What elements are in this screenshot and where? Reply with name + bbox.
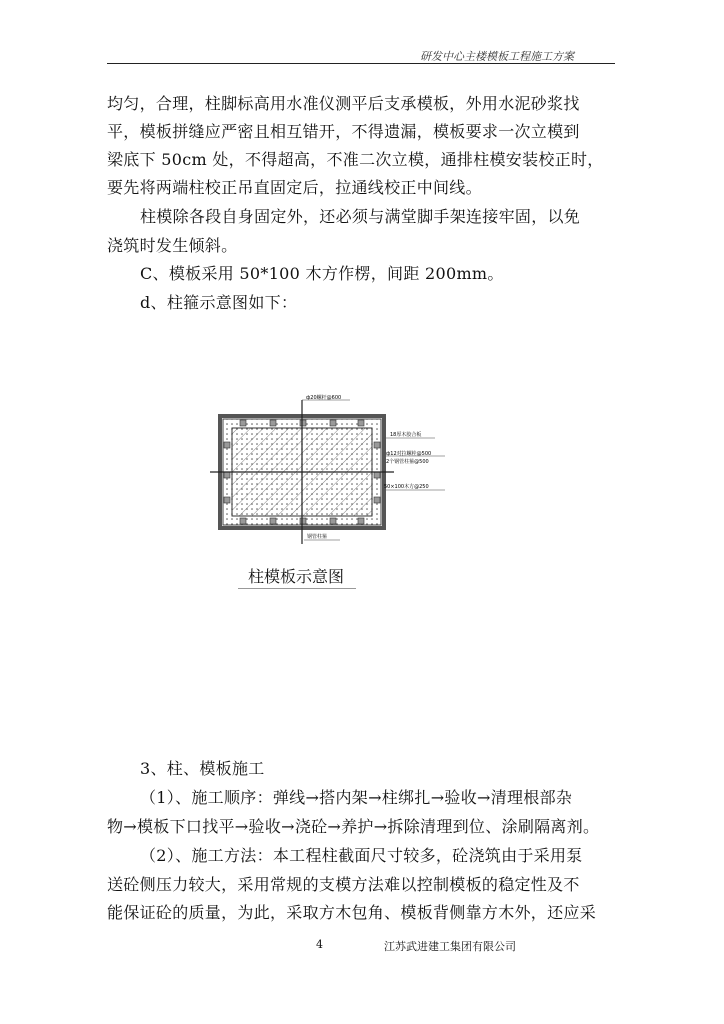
paragraph-line: 梁底下 50cm 处，不得超高，不准二次立模，通排柱模安装校正时，	[107, 150, 604, 169]
paragraph-line: 浇筑时发生倾斜。	[107, 236, 238, 255]
label-bottom: 钢管柱箍	[307, 534, 328, 540]
paragraph-line: 要先将两端柱校正吊直固定后，拉通线校正中间线。	[107, 178, 482, 197]
paragraph-line: 均匀，合理，柱脚标高用水准仪测平后支承模板，外用水泥砂浆找	[107, 94, 580, 113]
label-right-1: 18厚木胶合板	[390, 432, 422, 438]
header-rule	[107, 63, 615, 64]
paragraph-line: （2）、施工方法：本工程柱截面尺寸较多，砼浇筑由于采用泵	[140, 846, 583, 865]
label-top: ф20螺杆@600	[306, 395, 342, 401]
figure-caption: 柱模板示意图	[248, 567, 345, 586]
section-heading: 3、柱、模板施工	[140, 759, 265, 778]
list-item-c: C、模板采用 50*100 木方作楞，间距 200mm。	[140, 264, 504, 283]
label-right-3: 2个钢管柱箍@500	[386, 459, 429, 465]
list-item-d: d、柱箍示意图如下：	[140, 293, 298, 312]
paragraph-line: 能保证砼的质量，为此，采取方木包角、模板背侧靠方木外，还应采	[107, 903, 597, 922]
footer-company: 江苏武进建工集团有限公司	[384, 940, 516, 953]
paragraph-line: 物→模板下口找平→验收→浇砼→养护→拆除清理到位、涂刷隔离剂。	[107, 817, 600, 836]
caption-rule	[238, 588, 356, 589]
page-number: 4	[316, 938, 323, 951]
column-formwork-diagram	[210, 392, 475, 547]
label-right-4: 50×100木方@250	[384, 484, 429, 490]
paragraph-line: 平，模板拼缝应严密且相互错开，不得遗漏，模板要求一次立模到	[107, 122, 580, 141]
paragraph-line: （1）、施工顺序：弹线→搭内架→柱绑扎→验收→清理根部杂	[140, 788, 573, 807]
label-right-2: ф12对拉螺栓@500	[386, 451, 432, 457]
page-header-title: 研发中心主楼模板工程施工方案	[420, 50, 574, 63]
paragraph-line: 送砼侧压力较大，采用常规的支模方法难以控制模板的稳定性及不	[107, 875, 580, 894]
paragraph-line: 柱模除各段自身固定外，还必须与满堂脚手架连接牢固，以免	[140, 207, 581, 226]
